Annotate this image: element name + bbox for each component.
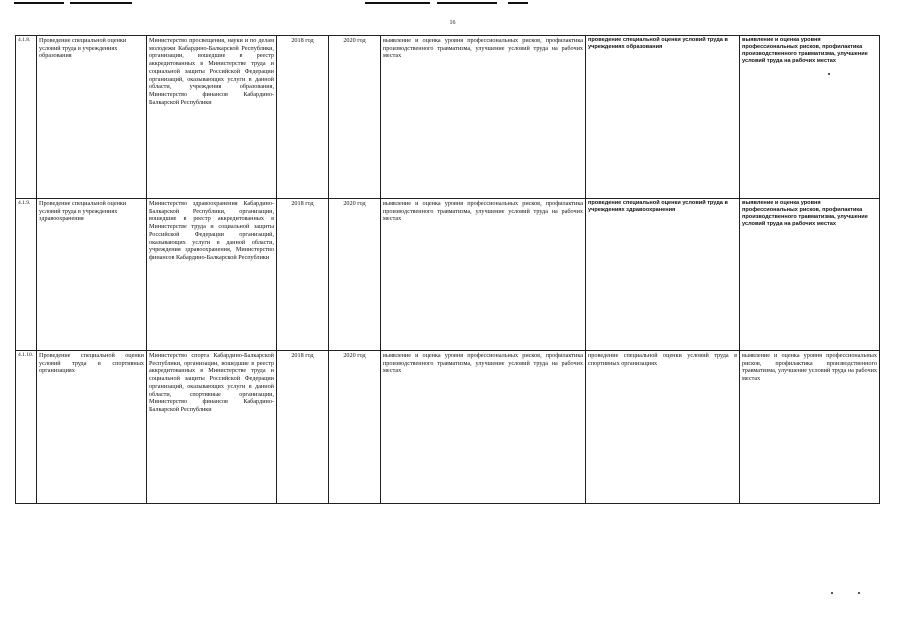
- start-year: 2018 год: [277, 351, 329, 504]
- expected-result: выявление и оценка уровня профессиональных рисков, профилактика производственного травматизма, улучшение условий труда на рабочих местах: [381, 199, 586, 351]
- table-row: [16, 36, 880, 199]
- top-rule-fragments: [0, 2, 905, 6]
- scan-speck: [858, 592, 860, 594]
- executor: Министерство спорта Кабардино-Балкарской Республики, организации, вошедшие в реестр аккредитованных в Министерстве труда и социальной защиты Российской Федерации организаций, оказывающих услуги в данной области, спортивные организации, Министерство финансов Кабардино-Балкарской Республики: [147, 351, 277, 504]
- event-name: Проведение специальной оценки условий труда в учреждениях образования: [37, 36, 147, 199]
- expected-result: выявление и оценка уровня профессиональных рисков, профилактика производственного травматизма, улучшение условий труда на рабочих местах: [381, 36, 586, 199]
- end-year: 2020 год: [329, 199, 381, 351]
- scan-speck: [828, 73, 830, 75]
- scan-speck: [831, 592, 833, 594]
- link-to-indicators: выявление и оценка уровня профессиональных рисков, профилактика производственного травматизма, улучшение условий труда на рабочих местах: [740, 351, 880, 504]
- executor: Министерство просвещения, науки и по делам молодежи Кабардино-Балкарской Республики, организации, вошедшие в реестр аккредитованных в Министерстве труда и социальной защиты Российской Федерации организаций, оказывающих услуги в данной области, учреждения образования, Министерство финансов Кабардино-Балкарской Республики: [147, 36, 277, 199]
- event-name: Проведение специальной оценки условий труда в учреждениях здравоохранения: [37, 199, 147, 351]
- start-year: 2018 год: [277, 199, 329, 351]
- link-to-indicators: выявление и оценка уровня профессиональных рисков, профилактика производственного травматизма, улучшение условий труда на рабочих местах: [740, 36, 880, 199]
- row-number: 4.1.9.: [16, 199, 37, 351]
- start-year: 2018 год: [277, 36, 329, 199]
- executor: Министерство здравоохранения Кабардино-Балкарской Республики, организации, вошедшие в реестр аккредитованных в Министерстве труда и социальной защиты Российской Федерации организаций, оказывающих услуги в данной области, учреждения здравоохранения, Министерство финансов Кабардино-Балкарской Республики: [147, 199, 277, 351]
- expected-result: выявление и оценка уровня профессиональных рисков, профилактика производственного травматизма, улучшение условий труда на рабочих местах: [381, 351, 586, 504]
- link-to-indicators: выявление и оценка уровня профессиональных рисков, профилактика производственного травматизма, улучшение условий труда на рабочих местах: [740, 199, 880, 351]
- page-number: 16: [449, 20, 456, 26]
- table-row: [16, 351, 880, 504]
- event-name: Проведение специальной оценки условий труда в спортивных организациях: [37, 351, 147, 504]
- indicator: проведение специальной оценки условий труда в спортивных организациях: [586, 351, 740, 504]
- indicator: проведение специальной оценки условий труда в учреждениях образования: [586, 36, 740, 199]
- end-year: 2020 год: [329, 351, 381, 504]
- end-year: 2020 год: [329, 36, 381, 199]
- program-table: [15, 35, 880, 504]
- table-row: [16, 199, 880, 351]
- indicator: проведение специальной оценки условий труда в учреждениях здравоохранения: [586, 199, 740, 351]
- row-number: 4.1.10.: [16, 351, 37, 504]
- row-number: 4.1.8.: [16, 36, 37, 199]
